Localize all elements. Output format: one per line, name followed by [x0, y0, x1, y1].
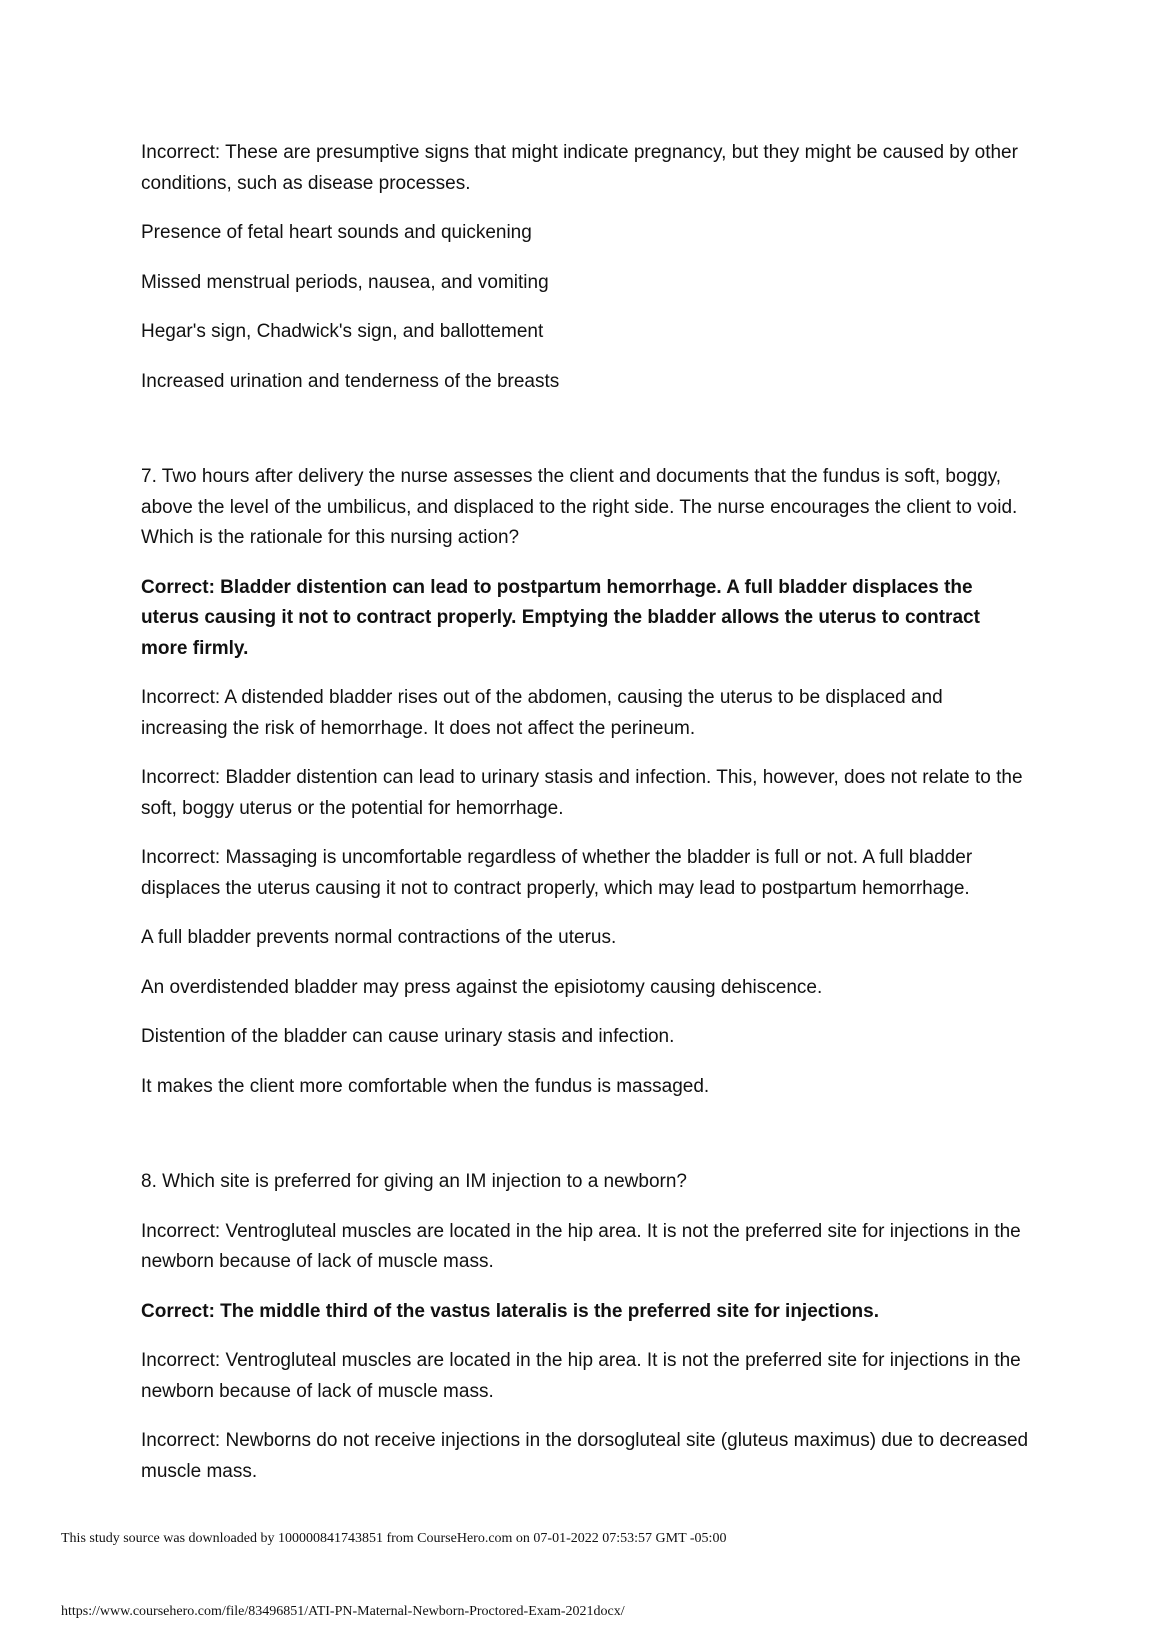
q7-option-4: It makes the client more comfortable when the fundus is massaged. [141, 1075, 710, 1097]
q7-option-1: A full bladder prevents normal contractions of the uterus. [141, 927, 617, 948]
q7-incorrect-rationale-1: Incorrect: A distended bladder rises out of the abdomen, causing the uterus to be displaced and increasing the risk of hemorrhage. It does not affect the perineum. [141, 687, 943, 739]
section-spacer [141, 416, 1031, 462]
q7-correct-rationale: Correct: Bladder distention can lead to postpartum hemorrhage. A full bladder displaces the uterus causing it not to contract properly. Emptying the bladder allows the uterus to contract more firmly. [141, 576, 980, 659]
q6-option-3: Hegar's sign, Chadwick's sign, and ballottement [141, 321, 544, 342]
q7-option-2: An overdistended bladder may press against the episiotomy causing dehiscence. [141, 976, 823, 998]
q7-question: 7. Two hours after delivery the nurse assesses the client and documents that the fundus is soft, boggy, above the level of the umbilicus, and displaced to the right side. The nurse encourages the client to void. Which is the rationale for this nursing action? [141, 466, 1018, 548]
q8-correct-rationale: Correct: The middle third of the vastus lateralis is the preferred site for injections. [141, 1300, 880, 1322]
section-spacer [141, 1121, 1031, 1167]
q8-incorrect-rationale-1: Incorrect: Ventrogluteal muscles are located in the hip area. It is not the preferred site for injections in the newborn because of lack of muscle mass. [141, 1220, 1021, 1272]
q8-question: 8. Which site is preferred for giving an IM injection to a newborn? [141, 1171, 687, 1192]
q7-option-3: Distention of the bladder can cause urinary stasis and infection. [141, 1026, 675, 1047]
q8-incorrect-rationale-2: Incorrect: Ventrogluteal muscles are located in the hip area. It is not the preferred site for injections in the newborn because of lack of muscle mass. [141, 1350, 1021, 1402]
q7-incorrect-rationale-2: Incorrect: Bladder distention can lead to urinary stasis and infection. This, however, does not relate to the soft, boggy uterus or the potential for hemorrhage. [141, 767, 1023, 819]
q6-incorrect-rationale: Incorrect: These are presumptive signs that might indicate pregnancy, but they might be caused by other conditions, such as disease processes. [141, 142, 1018, 194]
source-url[interactable]: https://www.coursehero.com/file/83496851/ATI-PN-Maternal-Newborn-Proctored-Exam-2021docx/ [61, 1604, 625, 1619]
q7-incorrect-rationale-3: Incorrect: Massaging is uncomfortable regardless of whether the bladder is full or not. A full bladder displaces the uterus causing it not to contract properly, which may lead to postpartum hemorrhage. [141, 847, 973, 899]
download-source-notice: This study source was downloaded by 100000841743851 from CourseHero.com on 07-01-2022 07:53:57 GMT -05:00 [61, 1531, 727, 1546]
q6-option-1: Presence of fetal heart sounds and quickening [141, 222, 532, 243]
q6-option-4: Increased urination and tenderness of the breasts [141, 370, 560, 392]
document-body [141, 138, 1031, 1506]
q6-option-2: Missed menstrual periods, nausea, and vomiting [141, 271, 549, 293]
q8-incorrect-rationale-3: Incorrect: Newborns do not receive injections in the dorsogluteal site (gluteus maximus) due to decreased muscle mass. [141, 1430, 1029, 1482]
